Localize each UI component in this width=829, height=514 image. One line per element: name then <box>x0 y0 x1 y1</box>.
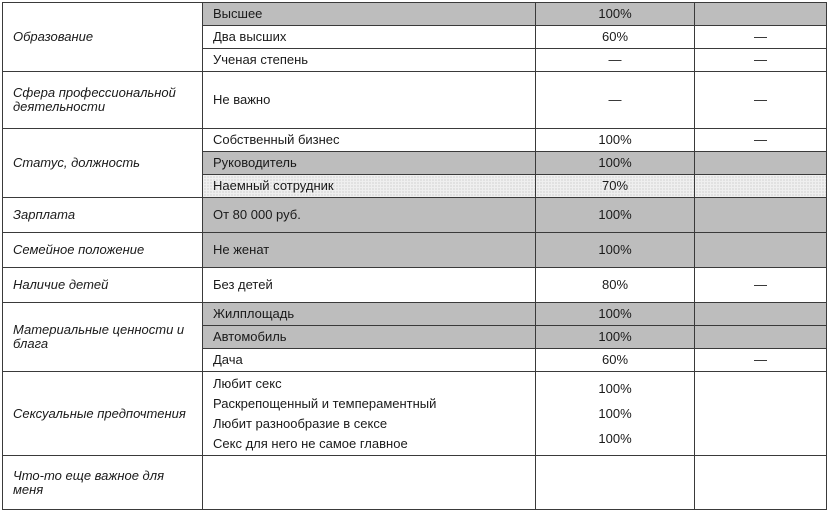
extra-mark: — <box>695 349 827 372</box>
table-row <box>3 3 827 26</box>
extra-mark <box>695 3 827 26</box>
extra-mark: — <box>695 26 827 49</box>
option-label: От 80 000 руб. <box>203 198 536 233</box>
category-label: Зарплата <box>3 198 203 233</box>
percent-value: 70% <box>536 175 695 198</box>
option-label: Не важно <box>203 72 536 129</box>
option-line: Любит разнообразие в сексе <box>213 415 388 431</box>
table-row <box>3 268 827 303</box>
percent-value: — <box>536 49 695 72</box>
table-row <box>3 129 827 152</box>
extra-mark <box>695 233 827 268</box>
percent-value: 100% <box>598 406 632 421</box>
category-label: Образование <box>3 3 203 72</box>
table-row <box>3 456 827 510</box>
category-label: Семейное положение <box>3 233 203 268</box>
table-row <box>3 198 827 233</box>
category-label: Что-то еще важное для меня <box>3 456 203 510</box>
extra-mark: — <box>695 129 827 152</box>
percent-lines <box>536 372 695 456</box>
percent-value: 100% <box>598 431 632 446</box>
category-label: Сексуальные предпочтения <box>3 372 203 456</box>
extra-mark <box>695 303 827 326</box>
percent-value: 60% <box>536 26 695 49</box>
extra-mark <box>695 326 827 349</box>
option-label <box>203 456 536 510</box>
percent-value: — <box>536 72 695 129</box>
option-label: Наемный сотрудник <box>203 175 536 198</box>
extra-mark: — <box>695 72 827 129</box>
category-label: Материальные ценности и блага <box>3 303 203 372</box>
category-label: Наличие детей <box>3 268 203 303</box>
option-lines <box>203 372 536 456</box>
extra-mark: — <box>695 49 827 72</box>
category-label: Сфера профессиональной деятельности <box>3 72 203 129</box>
table-row <box>3 233 827 268</box>
percent-value: 100% <box>536 198 695 233</box>
option-label: Дача <box>203 349 536 372</box>
extra-mark <box>695 152 827 175</box>
percent-value <box>536 456 695 510</box>
option-label: Высшее <box>203 3 536 26</box>
percent-value: 100% <box>536 129 695 152</box>
extra-mark: — <box>695 268 827 303</box>
percent-value: 80% <box>536 268 695 303</box>
table-row <box>3 372 827 456</box>
percent-value: 100% <box>536 233 695 268</box>
option-label: Не женат <box>203 233 536 268</box>
option-label: Жилплощадь <box>203 303 536 326</box>
table-row <box>3 72 827 129</box>
percent-value: 100% <box>536 152 695 175</box>
table-row <box>3 303 827 326</box>
option-label: Ученая степень <box>203 49 536 72</box>
option-line: Любит секс <box>213 375 282 391</box>
option-line: Секс для него не самое главное <box>213 435 408 451</box>
option-label: Автомобиль <box>203 326 536 349</box>
percent-value: 100% <box>536 326 695 349</box>
percent-value: 100% <box>598 381 632 396</box>
extra-mark <box>695 175 827 198</box>
percent-value: 100% <box>536 3 695 26</box>
category-label: Статус, должность <box>3 129 203 198</box>
percent-value: 60% <box>536 349 695 372</box>
percent-value: 100% <box>536 303 695 326</box>
extra-mark <box>695 456 827 510</box>
option-label: Два высших <box>203 26 536 49</box>
option-line: Раскрепощенный и темпераментный <box>213 395 437 411</box>
option-label: Без детей <box>203 268 536 303</box>
extra-mark <box>695 372 827 456</box>
preferences-table <box>2 2 827 510</box>
option-label: Собственный бизнес <box>203 129 536 152</box>
option-label: Руководитель <box>203 152 536 175</box>
extra-mark <box>695 198 827 233</box>
